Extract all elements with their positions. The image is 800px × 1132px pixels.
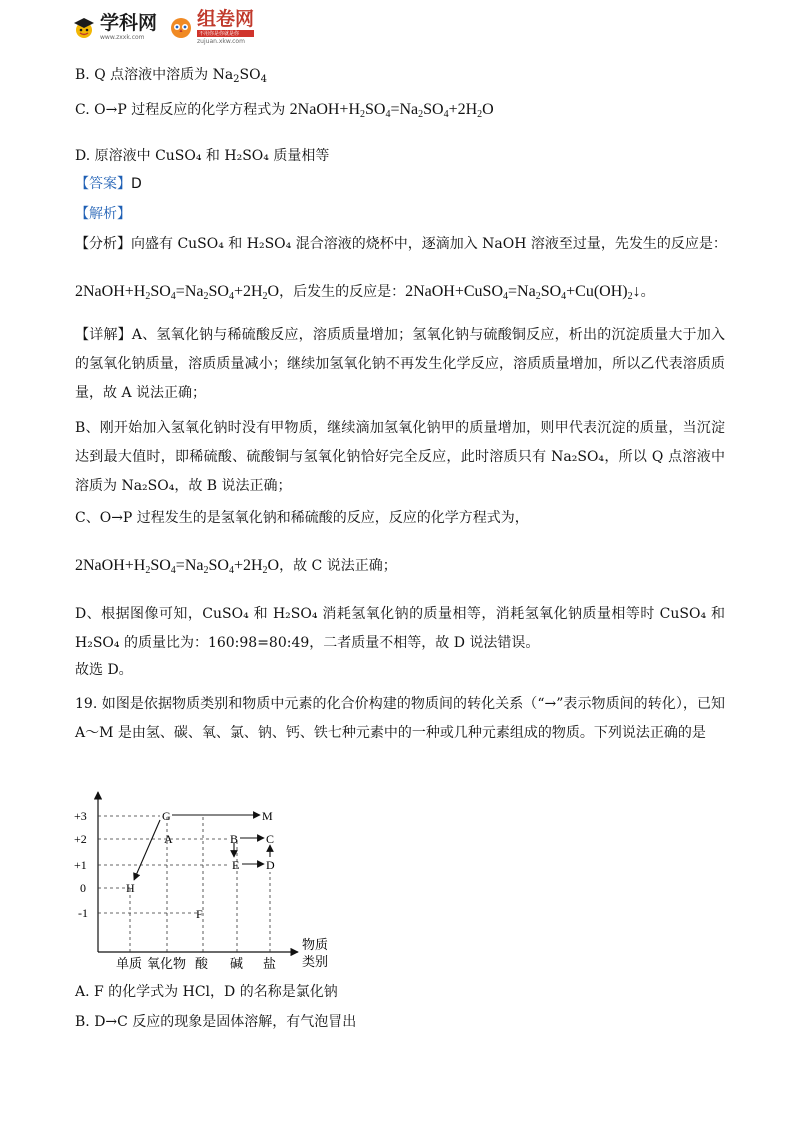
zxxk-logo-text: 学科网 (100, 12, 158, 34)
point-label: F (196, 907, 203, 921)
point-label: G (162, 809, 171, 823)
zujuan-logo (169, 10, 254, 45)
q19-option-a: A. F 的化学式为 HCl，D 的名称是氯化钠 (75, 984, 338, 1000)
zxxk-logo (72, 14, 157, 41)
detail-a: 【详解】A、氢氧化钠与稀硫酸反应，溶质质量增加；氢氧化钠与硫酸铜反应，析出的沉淀质量大于加入的氢氧化钠质量，溶质质量减小；继续加氢氧化钠不再发生化学反应，溶质质量增加，所以乙代表溶质质量，故 A 说法正确； (75, 327, 725, 401)
point-label: H (126, 881, 135, 895)
x-category-label: 单质 (116, 956, 143, 971)
owl-icon (169, 16, 193, 40)
zujuan-logo-text: 组卷网 (197, 8, 255, 30)
answer-label: 【答案】 (75, 176, 131, 192)
point-label: D (266, 858, 275, 872)
detail-c: C、O→P 过程发生的是氢氧化钠和稀硫酸的反应，反应的化学方程式为， (75, 510, 529, 526)
q19-option-b: B. D→C 反应的现象是固体溶解，有气泡冒出 (75, 1014, 357, 1030)
x-category-label: 盐 (263, 956, 277, 971)
detail-d: D、根据图像可知，CuSO₄ 和 H₂SO₄ 消耗氢氧化钠的质量相等，消耗氢氧化钠质量相等时 CuSO₄ 和 H₂SO₄ 的质量比为：160:98=80:49，二者质量不相等，故 D 说法错误。 (75, 606, 725, 651)
fenxi-text: 【分析】向盛有 CuSO₄ 和 H₂SO₄ 混合溶液的烧杯中，逐滴加入 NaOH 溶液至过量，先发生的反应是： (75, 236, 727, 252)
point-label: E (232, 858, 240, 872)
option-d-prev: D. 原溶液中 CuSO₄ 和 H₂SO₄ 质量相等 (75, 148, 330, 164)
y-tick-label: +1 (74, 858, 87, 872)
option-c-prev: C. O→P 过程反应的化学方程式为 $2NaOH+H_2SO_4=Na_2SO_4+2H_2O$ (75, 101, 494, 120)
x-axis-title: 物质 (302, 937, 329, 952)
x-category-label: 酸 (195, 956, 209, 971)
question-19: 19. 如图是依据物质类别和物质中元素的化合价构建的物质间的转化关系（“→”表示物质间的转化），已知 A～M 是由氢、碳、氧、氯、钠、钙、铁七种元素中的一种或几种元素组成的物质。下列说法正确的是 (75, 696, 725, 741)
y-tick-label: 0 (80, 881, 86, 895)
point-label: C (266, 832, 275, 846)
grid-lines (98, 816, 270, 952)
answer-line (75, 174, 740, 194)
transform-arrows (134, 815, 270, 880)
detail-b: B、刚开始加入氢氧化钠时没有甲物质，继续滴加氢氧化钠甲的质量增加，则甲代表沉淀的质量，当沉淀达到最大值时，即稀硫酸、硫酸铜与氢氧化钠恰好完全反应，此时溶质只有 Na₂SO₄，所以 Q 点溶液中溶质为 Na₂SO₄，故 B 说法正确； (75, 420, 725, 494)
x-category-label: 碱 (230, 956, 244, 971)
option-b-prev: B. Q 点溶液中溶质为 $Na_2SO_4$ (75, 67, 267, 85)
valence-class-diagram (60, 782, 360, 972)
y-tick-label: +2 (74, 832, 87, 846)
detail-c-equation: $2NaOH+H_2SO_4=Na_2SO_4+2H_2O$，故 C 说法正确； (75, 557, 397, 576)
y-tick-label: -1 (78, 906, 88, 920)
header-logos (72, 10, 254, 45)
graduation-cap-icon (72, 16, 96, 40)
point-label: M (262, 809, 273, 823)
zujuan-logo-url: zujuan.xkw.com (197, 38, 245, 45)
choose-line: 故选 D。 (75, 662, 133, 678)
zxxk-logo-url: www.zxxk.com (100, 34, 145, 41)
analysis-label: 【解析】 (75, 206, 131, 222)
x-axis-title: 类别 (302, 954, 329, 969)
zujuan-logo-ribbon: 不用你是你就是你 (197, 30, 254, 37)
y-tick-label: +3 (74, 809, 87, 823)
point-label: B (230, 832, 239, 846)
x-category-label: 氧化物 (147, 956, 187, 971)
equation-naoh-h2so4: $2NaOH+H_2SO_4=Na_2SO_4+2H_2O$ (289, 101, 494, 120)
point-label: A (164, 832, 173, 846)
answer-value: D (131, 176, 142, 192)
fenxi-equations: $2NaOH+H_2SO_4=Na_2SO_4+2H_2O$，后发生的反应是：$2NaOH+CuSO_4=Na_2SO_4+Cu(OH)_2↓$。 (75, 283, 655, 302)
